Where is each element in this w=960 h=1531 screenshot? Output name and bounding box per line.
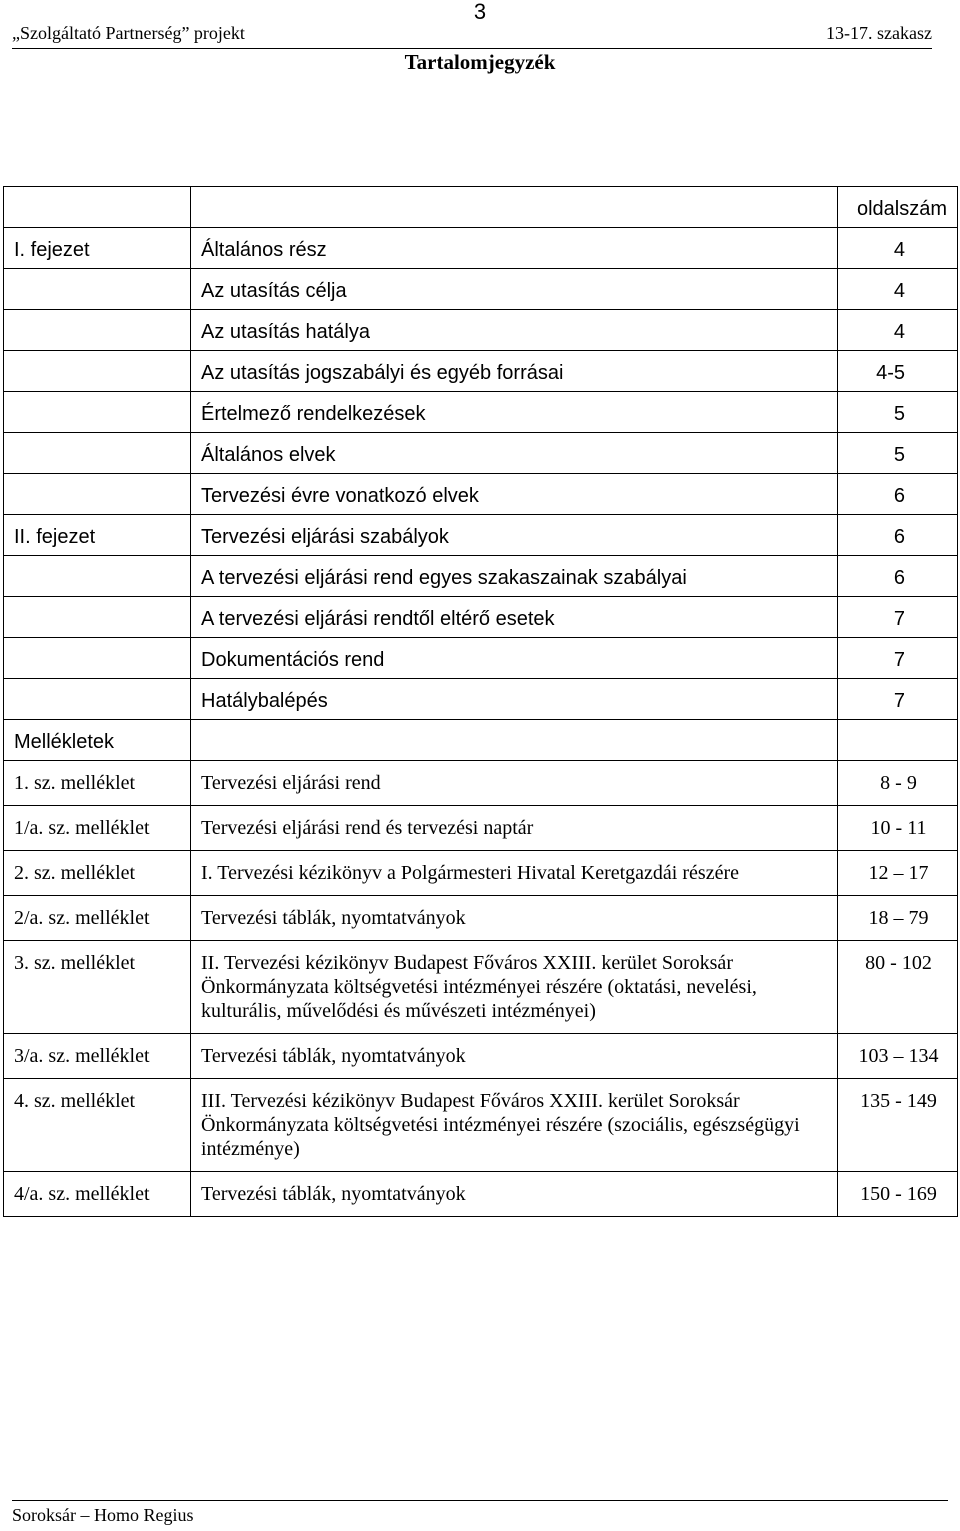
annex-page: 103 – 134 xyxy=(838,1034,958,1079)
chapter-page: 7 xyxy=(838,679,958,720)
chapter-title: Dokumentációs rend xyxy=(191,638,838,679)
chapter-page: 5 xyxy=(838,433,958,474)
chapter-row xyxy=(4,515,958,556)
chapter-row xyxy=(4,556,958,597)
chapter-label: Mellékletek xyxy=(4,720,191,761)
annex-page: 150 - 169 xyxy=(838,1172,958,1217)
chapter-page: 7 xyxy=(838,597,958,638)
chapter-title: Az utasítás jogszabályi és egyéb forrásai xyxy=(191,351,838,392)
chapter-row xyxy=(4,720,958,761)
annex-page: 135 - 149 xyxy=(838,1079,958,1172)
annex-title: I. Tervezési kézikönyv a Polgármesteri Hivatal Keretgazdái részére xyxy=(191,851,838,896)
annex-label: 2/a. sz. melléklet xyxy=(4,896,191,941)
column-header-page: oldalszám xyxy=(838,187,958,228)
annex-row xyxy=(4,1172,958,1217)
chapter-page: 4 xyxy=(838,228,958,269)
chapter-title: Általános rész xyxy=(191,228,838,269)
annex-page: 18 – 79 xyxy=(838,896,958,941)
chapter-label xyxy=(4,269,191,310)
chapter-title xyxy=(191,720,838,761)
chapter-label xyxy=(4,392,191,433)
annex-page: 80 - 102 xyxy=(838,941,958,1034)
chapter-row xyxy=(4,433,958,474)
annex-page: 10 - 11 xyxy=(838,806,958,851)
annex-title: III. Tervezési kézikönyv Budapest Főváros XXIII. kerület Soroksár Önkormányzata költségvetési intézményei részére (szociális, egészségügyi intézménye) xyxy=(191,1079,838,1172)
chapter-label: I. fejezet xyxy=(4,228,191,269)
chapter-title: Hatálybalépés xyxy=(191,679,838,720)
chapter-page: 4 xyxy=(838,310,958,351)
chapter-row xyxy=(4,351,958,392)
chapter-row xyxy=(4,638,958,679)
annex-row xyxy=(4,1079,958,1172)
page-footer: Soroksár – Homo Regius xyxy=(12,1500,948,1529)
annex-label: 2. sz. melléklet xyxy=(4,851,191,896)
chapter-label xyxy=(4,474,191,515)
chapter-title: Az utasítás célja xyxy=(191,269,838,310)
chapter-page: 5 xyxy=(838,392,958,433)
chapter-label xyxy=(4,638,191,679)
chapter-label: II. fejezet xyxy=(4,515,191,556)
chapter-title: Az utasítás hatálya xyxy=(191,310,838,351)
annex-row xyxy=(4,941,958,1034)
chapter-page: 6 xyxy=(838,515,958,556)
chapter-page: 6 xyxy=(838,556,958,597)
chapter-row xyxy=(4,228,958,269)
annex-title: Tervezési eljárási rend xyxy=(191,761,838,806)
chapter-page: 4-5 xyxy=(838,351,958,392)
table-of-contents xyxy=(3,186,958,1217)
chapter-row xyxy=(4,474,958,515)
annex-row xyxy=(4,761,958,806)
document-title: Tartalomjegyzék xyxy=(404,50,556,74)
chapter-page: 4 xyxy=(838,269,958,310)
chapter-row xyxy=(4,679,958,720)
chapter-page: 7 xyxy=(838,638,958,679)
header-project: „Szolgáltató Partnerség” projekt xyxy=(12,23,245,43)
annex-label: 3. sz. melléklet xyxy=(4,941,191,1034)
chapter-title: Értelmező rendelkezések xyxy=(191,392,838,433)
chapter-label xyxy=(4,433,191,474)
annex-label: 4/a. sz. melléklet xyxy=(4,1172,191,1217)
toc-header-empty-1 xyxy=(4,187,191,228)
chapter-title: Általános elvek xyxy=(191,433,838,474)
annex-row xyxy=(4,851,958,896)
annex-title: II. Tervezési kézikönyv Budapest Főváros XXIII. kerület Soroksár Önkormányzata költségvetési intézményei részére (oktatási, nevelési, kulturális, művelődési és művészeti intézményei) xyxy=(191,941,838,1034)
annex-label: 3/a. sz. melléklet xyxy=(4,1034,191,1079)
toc-header-empty-2 xyxy=(191,187,838,228)
page-header xyxy=(12,22,932,49)
annex-title: Tervezési táblák, nyomtatványok xyxy=(191,1034,838,1079)
annex-page: 8 - 9 xyxy=(838,761,958,806)
annex-title: Tervezési táblák, nyomtatványok xyxy=(191,1172,838,1217)
chapter-label xyxy=(4,556,191,597)
page-number: 3 xyxy=(473,0,487,24)
chapter-row xyxy=(4,269,958,310)
annex-label: 1. sz. melléklet xyxy=(4,761,191,806)
chapter-label xyxy=(4,310,191,351)
chapter-title: A tervezési eljárási rendtől eltérő esetek xyxy=(191,597,838,638)
header-section: 13-17. szakasz xyxy=(826,23,932,43)
chapter-title: A tervezési eljárási rend egyes szakaszainak szabályai xyxy=(191,556,838,597)
chapter-row xyxy=(4,310,958,351)
annex-row xyxy=(4,896,958,941)
chapter-row xyxy=(4,392,958,433)
annex-page: 12 – 17 xyxy=(838,851,958,896)
annex-title: Tervezési eljárási rend és tervezési naptár xyxy=(191,806,838,851)
annex-row xyxy=(4,1034,958,1079)
annex-title: Tervezési táblák, nyomtatványok xyxy=(191,896,838,941)
chapter-label xyxy=(4,679,191,720)
toc-header-row xyxy=(4,187,958,228)
annex-label: 1/a. sz. melléklet xyxy=(4,806,191,851)
chapter-title: Tervezési eljárási szabályok xyxy=(191,515,838,556)
annex-label: 4. sz. melléklet xyxy=(4,1079,191,1172)
chapter-page: 6 xyxy=(838,474,958,515)
chapter-label xyxy=(4,597,191,638)
annex-row xyxy=(4,806,958,851)
chapter-label xyxy=(4,351,191,392)
chapter-page xyxy=(838,720,958,761)
chapter-title: Tervezési évre vonatkozó elvek xyxy=(191,474,838,515)
chapter-row xyxy=(4,597,958,638)
